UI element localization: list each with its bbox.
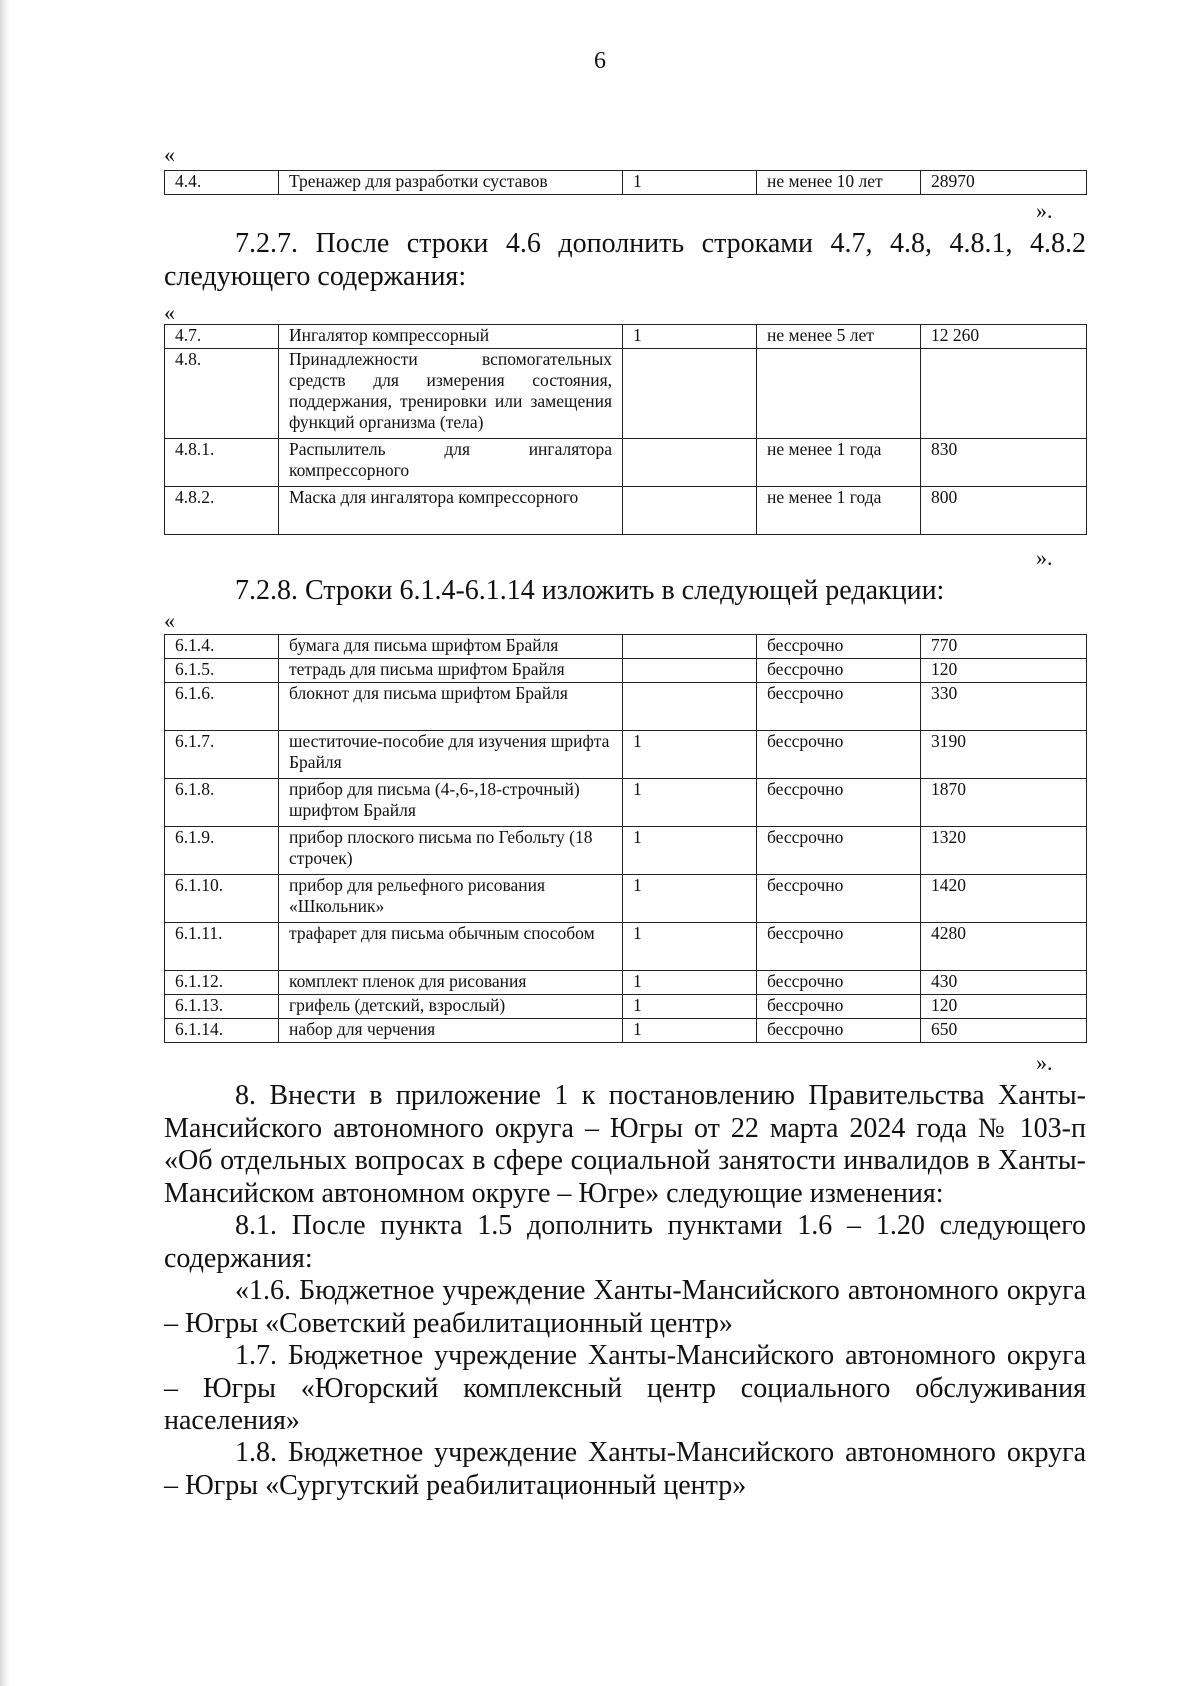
amendment-table-4-4 — [164, 170, 1087, 195]
cell-quantity — [623, 349, 757, 439]
table-row — [165, 923, 1087, 971]
cell-quantity: 1 — [623, 875, 757, 923]
cell-number: 4.8. — [165, 349, 279, 439]
cell-quantity: 1 — [623, 171, 757, 195]
table-row — [165, 635, 1087, 659]
cell-quantity: 1 — [623, 325, 757, 349]
section-8-1: 8.1. После пункта 1.5 дополнить пунктами 1.6 – 1.20 следующего содержания: — [164, 1210, 1086, 1274]
cell-quantity: 1 — [623, 779, 757, 827]
cell-number: 6.1.8. — [165, 779, 279, 827]
cell-quantity — [623, 635, 757, 659]
section-8: 8. Внести в приложение 1 к постановлению Правительства Ханты-Мансийского автономного округа – Югры от 22 марта 2024 года № 103-п «Об отдельных вопросах в сфере социальной занятости инвалидов в Ханты-Мансийском автономном округе – Югре» следующие изменения: — [164, 1080, 1086, 1209]
cell-term: бессрочно — [757, 779, 921, 827]
table-row — [165, 731, 1087, 779]
cell-quantity: 1 — [623, 827, 757, 875]
cell-term: не менее 5 лет — [757, 325, 921, 349]
cell-price: 330 — [921, 683, 1087, 731]
cell-term: бессрочно — [757, 971, 921, 995]
cell-term: бессрочно — [757, 731, 921, 779]
section-7-2-8: 7.2.8. Строки 6.1.4-6.1.14 изложить в следующей редакции: — [235, 575, 945, 606]
cell-term: бессрочно — [757, 827, 921, 875]
cell-term: бессрочно — [757, 635, 921, 659]
cell-price: 1870 — [921, 779, 1087, 827]
amendment-table-6-1 — [164, 634, 1087, 1043]
quote-open: « — [164, 608, 175, 633]
quote-close: ». — [1036, 198, 1053, 223]
cell-term: не менее 1 года — [757, 487, 921, 535]
cell-name: Маска для ингалятора компрессорного — [279, 487, 623, 535]
cell-price: 770 — [921, 635, 1087, 659]
quote-close: ». — [1036, 1050, 1053, 1075]
cell-term: не менее 10 лет — [757, 171, 921, 195]
cell-name: Ингалятор компрессорный — [279, 325, 623, 349]
cell-number: 6.1.12. — [165, 971, 279, 995]
cell-price: 120 — [921, 659, 1087, 683]
cell-term — [757, 349, 921, 439]
table-row — [165, 971, 1087, 995]
cell-number: 4.7. — [165, 325, 279, 349]
table-row — [165, 683, 1087, 731]
cell-term: бессрочно — [757, 1019, 921, 1043]
cell-quantity: 1 — [623, 923, 757, 971]
cell-price: 120 — [921, 995, 1087, 1019]
table-row — [165, 487, 1087, 535]
cell-name: шеститочие-пособие для изучения шрифта Брайля — [279, 731, 623, 779]
cell-quantity — [623, 683, 757, 731]
scan-edge — [0, 0, 10, 1686]
section-7-2-7: 7.2.7. После строки 4.6 дополнить строками 4.7, 4.8, 4.8.1, 4.8.2 следующего содержания: — [164, 228, 1086, 292]
cell-term: бессрочно — [757, 683, 921, 731]
cell-quantity: 1 — [623, 731, 757, 779]
page-number: 6 — [594, 48, 606, 74]
table-row — [165, 439, 1087, 487]
cell-number: 6.1.7. — [165, 731, 279, 779]
cell-price — [921, 349, 1087, 439]
cell-number: 6.1.10. — [165, 875, 279, 923]
quote-open: « — [164, 300, 175, 325]
cell-name: блокнот для письма шрифтом Брайля — [279, 683, 623, 731]
cell-quantity — [623, 439, 757, 487]
quote-close: ». — [1036, 545, 1053, 570]
cell-term: бессрочно — [757, 875, 921, 923]
table-row — [165, 1019, 1087, 1043]
cell-name: бумага для письма шрифтом Брайля — [279, 635, 623, 659]
cell-name: набор для черчения — [279, 1019, 623, 1043]
cell-name: прибор для рельефного рисования «Школьник» — [279, 875, 623, 923]
cell-quantity — [623, 659, 757, 683]
cell-price: 28970 — [921, 171, 1087, 195]
table-row — [165, 827, 1087, 875]
table-row — [165, 875, 1087, 923]
cell-number: 4.8.1. — [165, 439, 279, 487]
cell-number: 6.1.6. — [165, 683, 279, 731]
cell-price: 830 — [921, 439, 1087, 487]
cell-name: прибор для письма (4-,6-,18-строчный) шрифтом Брайля — [279, 779, 623, 827]
table-row — [165, 995, 1087, 1019]
cell-number: 6.1.14. — [165, 1019, 279, 1043]
cell-name: грифель (детский, взрослый) — [279, 995, 623, 1019]
cell-number: 6.1.11. — [165, 923, 279, 971]
table-row — [165, 171, 1087, 195]
cell-number: 6.1.13. — [165, 995, 279, 1019]
cell-number: 6.1.5. — [165, 659, 279, 683]
cell-term: бессрочно — [757, 995, 921, 1019]
cell-name: Принадлежности вспомогательных средств для измерения состояния, поддержания, тренировки или замещения функций организма (тела) — [279, 349, 623, 439]
cell-price: 1320 — [921, 827, 1087, 875]
cell-number: 4.4. — [165, 171, 279, 195]
cell-price: 4280 — [921, 923, 1087, 971]
cell-name: Тренажер для разработки суставов — [279, 171, 623, 195]
cell-quantity: 1 — [623, 1019, 757, 1043]
cell-quantity: 1 — [623, 971, 757, 995]
cell-price: 3190 — [921, 731, 1087, 779]
cell-name: комплект пленок для рисования — [279, 971, 623, 995]
cell-price: 12 260 — [921, 325, 1087, 349]
cell-price: 800 — [921, 487, 1087, 535]
cell-name: тетрадь для письма шрифтом Брайля — [279, 659, 623, 683]
cell-price: 430 — [921, 971, 1087, 995]
cell-name: Распылитель для ингалятора компрессорного — [279, 439, 623, 487]
item-1-7: 1.7. Бюджетное учреждение Ханты-Мансийского автономного округа – Югры «Югорский комплексный центр социального обслуживания населения» — [164, 1340, 1086, 1436]
cell-price: 650 — [921, 1019, 1087, 1043]
cell-term: не менее 1 года — [757, 439, 921, 487]
cell-name: прибор плоского письма по Гебольту (18 строчек) — [279, 827, 623, 875]
item-1-6: «1.6. Бюджетное учреждение Ханты-Мансийского автономного округа – Югры «Советский реабилитационный центр» — [164, 1275, 1086, 1339]
cell-term: бессрочно — [757, 923, 921, 971]
cell-quantity — [623, 487, 757, 535]
cell-quantity: 1 — [623, 995, 757, 1019]
cell-name: трафарет для письма обычным способом — [279, 923, 623, 971]
table-row — [165, 779, 1087, 827]
table-row — [165, 349, 1087, 439]
cell-number: 4.8.2. — [165, 487, 279, 535]
amendment-table-4-7 — [164, 324, 1087, 535]
cell-number: 6.1.4. — [165, 635, 279, 659]
cell-number: 6.1.9. — [165, 827, 279, 875]
quote-open: « — [164, 142, 175, 167]
table-row — [165, 325, 1087, 349]
cell-price: 1420 — [921, 875, 1087, 923]
table-row — [165, 659, 1087, 683]
cell-term: бессрочно — [757, 659, 921, 683]
item-1-8: 1.8. Бюджетное учреждение Ханты-Мансийского автономного округа – Югры «Сургутский реабилитационный центр» — [164, 1437, 1086, 1501]
